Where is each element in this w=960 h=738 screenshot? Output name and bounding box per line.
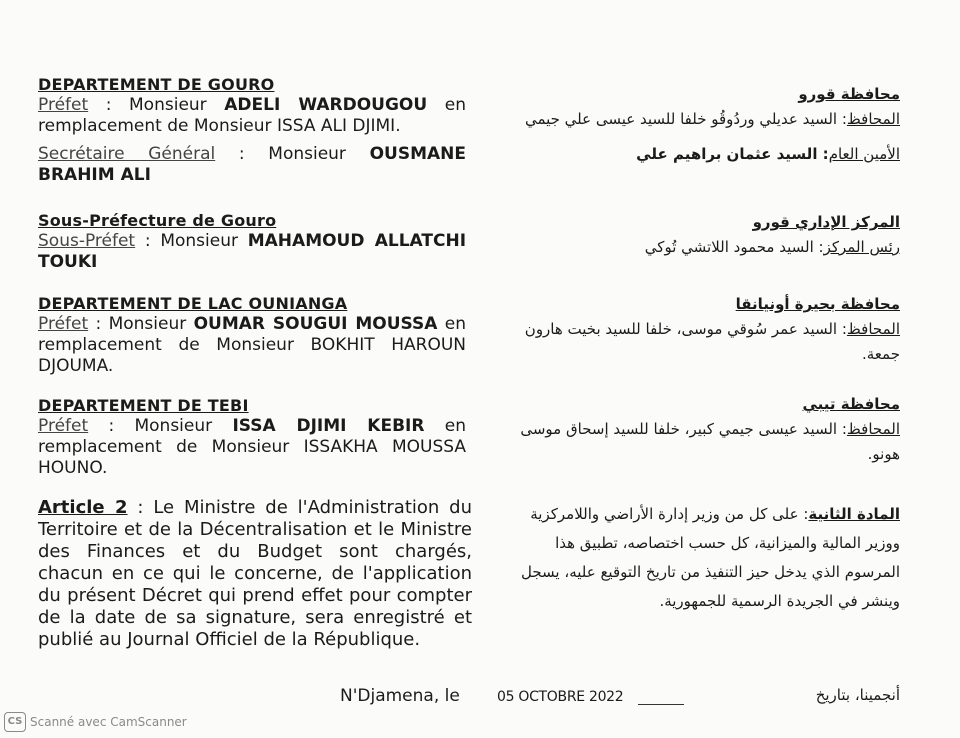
- fr-prefet-label: Préfet: [38, 95, 89, 115]
- ar-sg-gouro: الأمين العام: السيد عثمان براهيم علي: [636, 145, 900, 163]
- ar-heading-tebi: محافظة تيبي: [802, 395, 900, 413]
- ar-place: أنجمينا، بتاريخ: [815, 686, 900, 704]
- ar-article-text: : على كل من وزير إدارة الأراضي واللامركزية ووزير المالية والميزانية، كل حسب اختصاصه، تطبيق هذا المرسوم الذي يدخل حيز التنفيذ من تاريخ التوقيع عليه، يسجل وينشر في الجريدة الرسمية للجمهورية.: [520, 505, 900, 610]
- fr-sous-prefet: Sous-Préfet : Monsieur MAHAMOUD ALLATCHI TOUKI: [38, 231, 467, 272]
- ar-heading-gouro: محافظة قورو: [798, 85, 900, 103]
- fr-prefet-tebi-name: ISSA DJIMI KEBIR: [232, 416, 425, 436]
- camscanner-watermark: [4, 712, 187, 732]
- fr-prefet-lac: Préfet : Monsieur OUMAR SOUGUI MOUSSA en remplacement de Monsieur BOKHIT HAROUN DJOUMA.: [38, 314, 466, 376]
- fr-place: N'Djamena, le: [340, 686, 460, 706]
- ar-sous-prefet: رئس المركز: السيد محمود اللاتشي تُوكي: [644, 238, 900, 256]
- ar-heading-lac: محافظة بحيرة أونيانقا: [735, 295, 900, 313]
- camscanner-text: Scanné avec CamScanner: [30, 715, 187, 729]
- camscanner-icon: CS: [4, 712, 26, 732]
- fr-prefet-gouro: Préfet : Monsieur ADELI WARDOUGOU en remplacement de Monsieur ISSA ALI DJIMI.: [38, 95, 466, 136]
- fr-heading-sp-gouro: Sous-Préfecture de Gouro: [38, 211, 277, 230]
- ar-section-sp-gouro: [500, 210, 900, 260]
- ar-section-tebi: [500, 392, 900, 467]
- fr-sous-prefet-name: MAHAMOUD ALLATCHI TOUKI: [38, 231, 467, 272]
- fr-section-lac: [38, 293, 466, 377]
- ar-prefet-gouro: المحافظ: السيد عديلي وردُوقُو خلفا للسيد عيسى علي جيمي: [524, 110, 900, 128]
- date: 05 OCTOBRE 2022: [497, 689, 624, 705]
- fr-sg-gouro: Secrétaire Général : Monsieur OUSMANE BRAHIM ALI: [38, 144, 467, 185]
- fr-sg-label: Secrétaire Général: [38, 144, 216, 164]
- ar-prefet-tebi: المحافظ: السيد عيسى جيمي كبير، خلفا للسيد إسحاق موسى هونو.: [520, 420, 900, 463]
- fr-section-sp-gouro: [38, 210, 466, 273]
- fr-sg-name: OUSMANE BRAHIM ALI: [38, 144, 467, 185]
- ar-article-label: المادة الثانية: [808, 505, 900, 523]
- fr-article-text: : Le Ministre de l'Administration du Territoire et de la Décentralisation et le Ministre des Finances et du Budget sont chargés, chacun en ce qui le concerne, de l'application du présent Décret qui prend effet pour compter de la date de sa signature, sera enregistré et publié au Journal Officiel de la République.: [38, 497, 472, 650]
- ar-section-lac: [500, 292, 900, 367]
- ar-heading-sp-gouro: المركز الإداري قورو: [752, 213, 900, 231]
- fr-section-gouro: [38, 74, 466, 186]
- fr-prefet-name: ADELI WARDOUGOU: [224, 95, 428, 115]
- fr-section-tebi: [38, 395, 466, 479]
- fr-heading-lac: DEPARTEMENT DE LAC OUNIANGA: [38, 294, 348, 313]
- fr-heading-gouro: DEPARTEMENT DE GOURO: [38, 75, 275, 94]
- ar-article-2: [500, 500, 900, 616]
- fr-heading-tebi: DEPARTEMENT DE TEBI: [38, 396, 249, 415]
- fr-article-2: [38, 497, 472, 651]
- date-underline: [638, 704, 684, 705]
- ar-prefet-lac: المحافظ: السيد عمر سُوقي موسى، خلفا للسيد بخيت هارون جمعة.: [524, 320, 900, 363]
- fr-article-label: Article 2: [38, 497, 128, 518]
- fr-prefet-lac-name: OUMAR SOUGUI MOUSSA: [193, 314, 438, 334]
- fr-prefet-tebi: Préfet : Monsieur ISSA DJIMI KEBIR en remplacement de Monsieur ISSAKHA MOUSSA HOUNO.: [38, 416, 467, 478]
- ar-section-gouro: [500, 82, 900, 167]
